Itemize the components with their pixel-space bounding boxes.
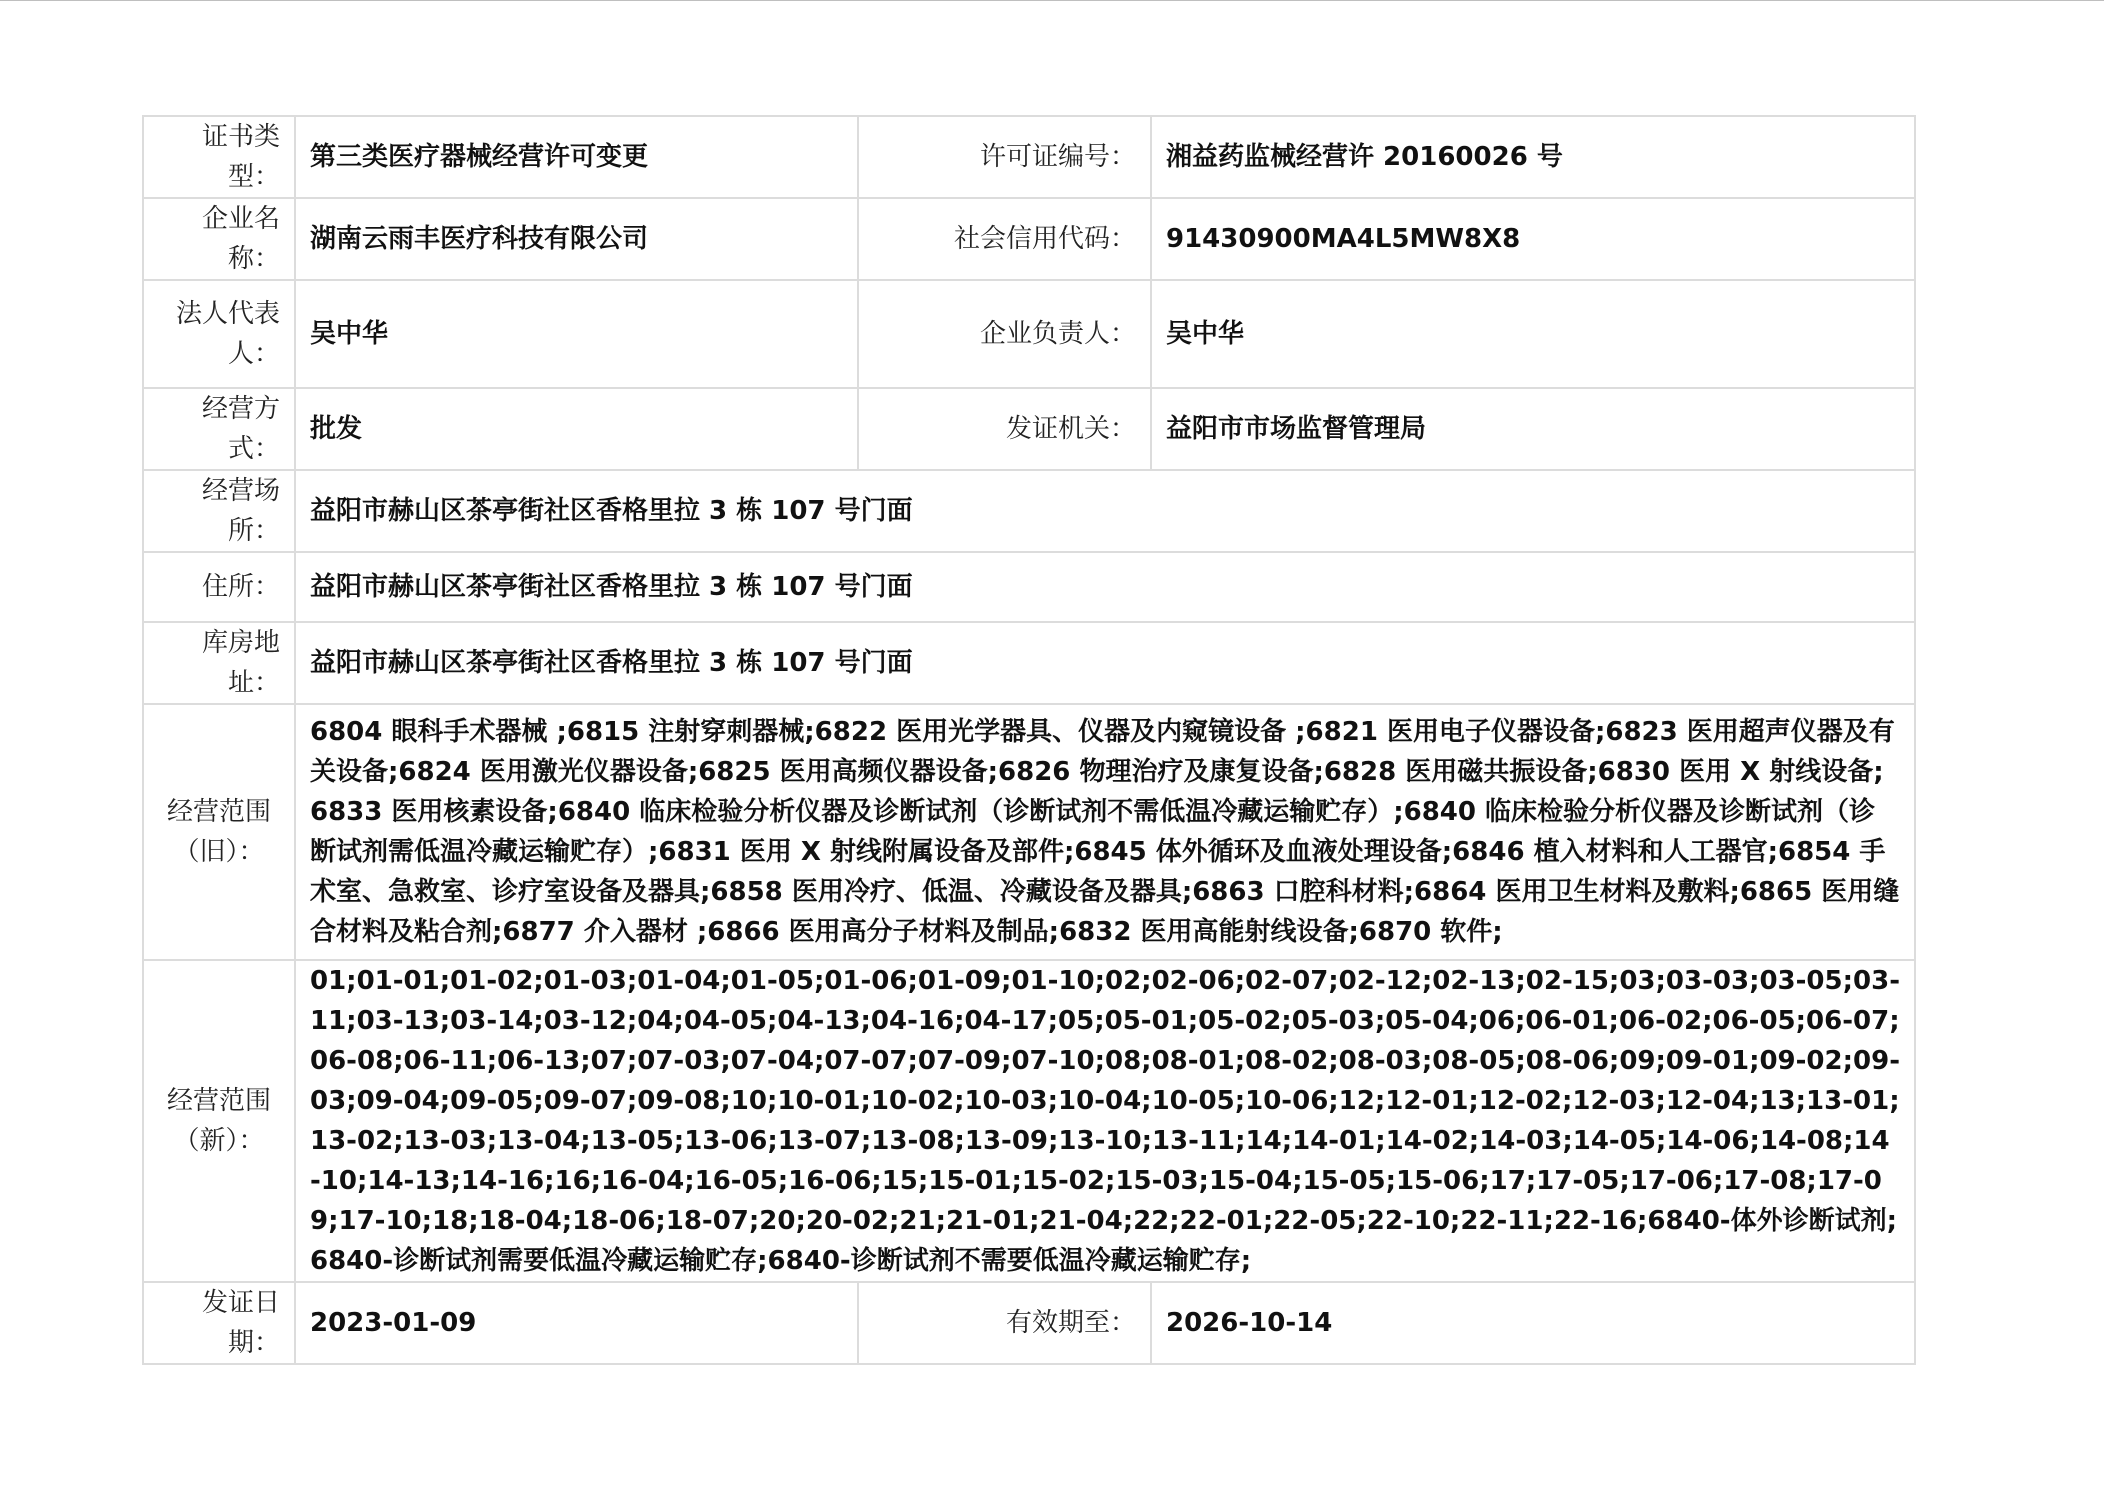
row-cert-type bbox=[143, 116, 1915, 198]
scope-new-value: 01;01-01;01-02;01-03;01-04;01-05;01-06;01-09;01-10;02;02-06;02-07;02-12;02-13;02-15;03;03-03;03-05;03-11;03-13;03-14;03-12;04;04-05;04-13;04-16;04-17;05;05-01;05-02;05-03;05-04;06;06-01;06-02;06-05;06-07;06-08;06-11;06-13;07;07-03;07-04;07-07;07-09;07-10;08;08-01;08-02;08-03;08-05;08-06;09;09-01;09-02;09-03;09-04;09-05;09-07;09-08;10;10-01;10-02;10-03;10-04;10-05;10-06;12;12-01;12-02;12-03;12-04;13;13-01;13-02;13-03;13-04;13-05;13-06;13-07;13-08;13-09;13-10;13-11;14;14-01;14-02;14-03;14-05;14-06;14-08;14-10;14-13;14-16;16;16-04;16-05;16-06;15;15-01;15-02;15-03;15-04;15-05;15-06;17;17-05;17-06;17-08;17-09;17-10;18;18-04;18-06;18-07;20;20-02;21;21-01;21-04;22;22-01;22-05;22-10;22-11;22-16;6840-体外诊断试剂;6840-诊断试剂需要低温冷藏运输贮存;6840-诊断试剂不需要低温冷藏运输贮存; bbox=[295, 960, 1915, 1282]
warehouse-label: 库房地址： bbox=[143, 622, 295, 704]
top-border-line bbox=[0, 0, 2104, 1]
residence-value: 益阳市赫山区茶亭街社区香格里拉 3 栋 107 号门面 bbox=[295, 552, 1915, 622]
warehouse-value: 益阳市赫山区茶亭街社区香格里拉 3 栋 107 号门面 bbox=[295, 622, 1915, 704]
business-place-value: 益阳市赫山区茶亭街社区香格里拉 3 栋 107 号门面 bbox=[295, 470, 1915, 552]
row-scope-new bbox=[143, 960, 1915, 1282]
license-no-label: 许可证编号： bbox=[858, 116, 1151, 198]
principal-label: 企业负责人： bbox=[858, 280, 1151, 388]
issuing-authority-label: 发证机关： bbox=[858, 388, 1151, 470]
legal-rep-label: 法人代表人： bbox=[143, 280, 295, 388]
valid-until-value: 2026-10-14 bbox=[1151, 1282, 1915, 1364]
residence-label: 住所： bbox=[143, 552, 295, 622]
issuing-authority-value: 益阳市市场监督管理局 bbox=[1151, 388, 1915, 470]
business-mode-label: 经营方式： bbox=[143, 388, 295, 470]
cert-type-label: 证书类型： bbox=[143, 116, 295, 198]
scope-old-label: 经营范围（旧）： bbox=[143, 704, 295, 960]
issue-date-label: 发证日期： bbox=[143, 1282, 295, 1364]
issue-date-value: 2023-01-09 bbox=[295, 1282, 858, 1364]
credit-code-value: 91430900MA4L5MW8X8 bbox=[1151, 198, 1915, 280]
row-business-mode bbox=[143, 388, 1915, 470]
certificate-table bbox=[142, 115, 1916, 1365]
credit-code-label: 社会信用代码： bbox=[858, 198, 1151, 280]
row-business-place bbox=[143, 470, 1915, 552]
business-mode-value: 批发 bbox=[295, 388, 858, 470]
business-place-label: 经营场所： bbox=[143, 470, 295, 552]
row-dates bbox=[143, 1282, 1915, 1364]
company-name-value: 湖南云雨丰医疗科技有限公司 bbox=[295, 198, 858, 280]
row-warehouse bbox=[143, 622, 1915, 704]
legal-rep-value: 吴中华 bbox=[295, 280, 858, 388]
license-no-value: 湘益药监械经营许 20160026 号 bbox=[1151, 116, 1915, 198]
principal-value: 吴中华 bbox=[1151, 280, 1915, 388]
scope-new-label: 经营范围（新）： bbox=[143, 960, 295, 1282]
company-name-label: 企业名称： bbox=[143, 198, 295, 280]
row-scope-old bbox=[143, 704, 1915, 960]
scope-old-value: 6804 眼科手术器械 ;6815 注射穿刺器械;6822 医用光学器具、仪器及内窥镜设备 ;6821 医用电子仪器设备;6823 医用超声仪器及有关设备;6824 医用激光仪器设备;6825 医用高频仪器设备;6826 物理治疗及康复设备;6828 医用磁共振设备;6830 医用 X 射线设备;6833 医用核素设备;6840 临床检验分析仪器及诊断试剂（诊断试剂不需低温冷藏运输贮存）;6840 临床检验分析仪器及诊断试剂（诊断试剂需低温冷藏运输贮存）;6831 医用 X 射线附属设备及部件;6845 体外循环及血液处理设备;6846 植入材料和人工器官;6854 手术室、急救室、诊疗室设备及器具;6858 医用冷疗、低温、冷藏设备及器具;6863 口腔科材料;6864 医用卫生材料及敷料;6865 医用缝合材料及粘合剂;6877 介入器材 ;6866 医用高分子材料及制品;6832 医用高能射线设备;6870 软件; bbox=[295, 704, 1915, 960]
row-company bbox=[143, 198, 1915, 280]
row-residence bbox=[143, 552, 1915, 622]
row-representative bbox=[143, 280, 1915, 388]
valid-until-label: 有效期至： bbox=[858, 1282, 1151, 1364]
cert-type-value: 第三类医疗器械经营许可变更 bbox=[295, 116, 858, 198]
